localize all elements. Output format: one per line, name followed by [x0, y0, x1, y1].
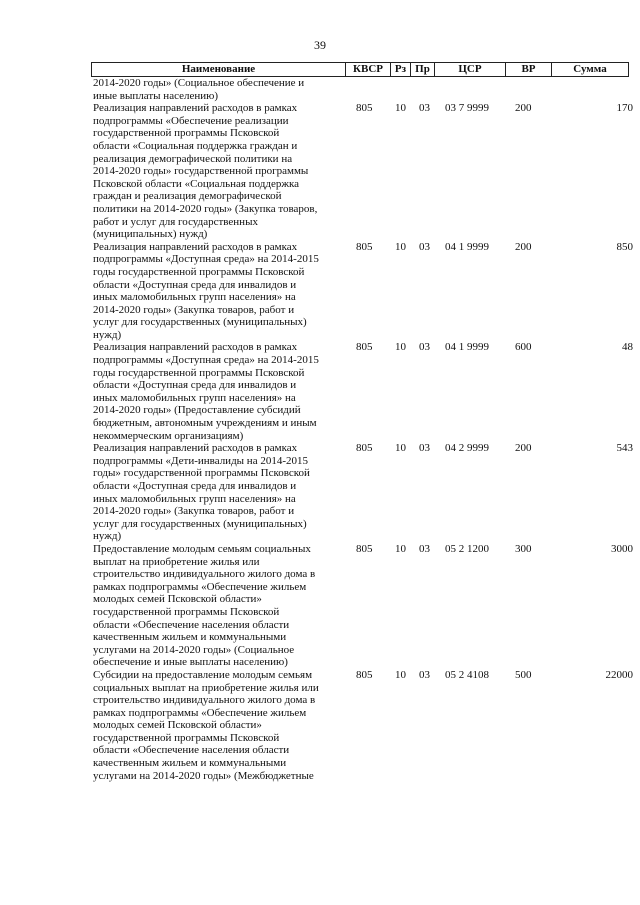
row-name: Предоставление молодым семьям социальных выплат на приобретение жилья или строительство индивидуального жилого дома в рамках подпрограммы «Обеспечение жильем молодых семей Псковской области» государственной программы Псковской области «Обеспечение населения области качественным жильем и коммунальными услугами на 2014-2020 годы» (Социальное обеспечение и иные выплаты населению)	[93, 542, 316, 669]
row-csr: 05 2 1200	[445, 542, 489, 555]
row-sum: 48	[622, 341, 633, 354]
row-kvsr: 805	[356, 668, 373, 681]
row-name: Реализация направлений расходов в рамках подпрограммы «Доступная среда» на 2014-2015 годы государственной программы Псковской области «Доступная среда для инвалидов и иных маломобильных групп населения» на 2014-2020 годы» (Предоставление субсидий бюджетным, автономным учреждениям и иным некоммерческим организациям)	[93, 341, 319, 442]
row-csr: 05 2 4108	[445, 668, 489, 681]
table-row	[93, 442, 633, 543]
row-csr: 04 2 9999	[445, 442, 489, 455]
row-pr: 03	[419, 102, 430, 115]
row-kvsr: 805	[356, 542, 373, 555]
row-vr: 200	[515, 102, 532, 115]
row-csr: 04 1 9999	[445, 240, 489, 253]
row-rz: 10	[395, 668, 406, 681]
row-sum: 22000	[605, 668, 633, 681]
row-csr: 03 7 9999	[445, 102, 489, 115]
row-sum: 170	[616, 102, 633, 115]
table-row	[93, 102, 633, 241]
row-pr: 03	[419, 240, 430, 253]
table-row	[93, 241, 633, 342]
table-row	[93, 341, 633, 442]
row-vr: 200	[515, 240, 532, 253]
row-kvsr: 805	[356, 341, 373, 354]
row-sum: 3000	[611, 542, 633, 555]
row-vr: 500	[515, 668, 532, 681]
row-vr: 200	[515, 442, 532, 455]
row-rz: 10	[395, 442, 406, 455]
column-header-vr: ВР	[505, 63, 551, 76]
row-rz: 10	[395, 240, 406, 253]
row-rz: 10	[395, 102, 406, 115]
row-kvsr: 805	[356, 102, 373, 115]
column-header-kvsr: КВСР	[345, 63, 390, 76]
row-pr: 03	[419, 442, 430, 455]
row-rz: 10	[395, 542, 406, 555]
column-header-csr: ЦСР	[434, 63, 505, 76]
row-pr: 03	[419, 542, 430, 555]
table-header	[91, 62, 629, 77]
row-sum: 850	[616, 240, 633, 253]
table-row	[93, 543, 633, 669]
row-pr: 03	[419, 668, 430, 681]
row-name: 2014-2020 годы» (Социальное обеспечение и иные выплаты населению)	[93, 77, 305, 102]
row-kvsr: 805	[356, 240, 373, 253]
row-vr: 300	[515, 542, 532, 555]
column-header-sum: Сумма	[551, 63, 628, 76]
row-name: Реализация направлений расходов в рамках подпрограммы «Доступная среда» на 2014-2015 годы государственной программы Псковской области «Доступная среда для инвалидов и иных маломобильных групп населения» на 2014-2020 годы» (Закупка товаров, работ и услуг для государственных (муниципальных) нужд)	[93, 240, 319, 341]
row-name: Реализация направлений расходов в рамках подпрограммы «Обеспечение реализации государственной программы Псковской области «Социальная поддержка граждан и реализация демографической политики на 2014-2020 годы» государственной программы Псковской области «Социальная поддержка граждан и реализация демографической политики на 2014-2020 годы» (Закупка товаров, работ и услуг для государственных (муниципальных) нужд)	[93, 102, 318, 241]
table-row	[93, 669, 633, 782]
row-csr: 04 1 9999	[445, 341, 489, 354]
row-rz: 10	[395, 341, 406, 354]
row-pr: 03	[419, 341, 430, 354]
table-row	[93, 77, 633, 102]
column-header-name: Наименование	[181, 63, 256, 75]
column-header-rz: Рз	[390, 63, 410, 76]
row-sum: 543	[616, 442, 633, 455]
column-header-pr: Пр	[410, 63, 434, 76]
row-vr: 600	[515, 341, 532, 354]
row-name: Субсидии на предоставление молодым семьям социальных выплат на приобретение жилья или строительство индивидуального жилого дома в рамках подпрограммы «Обеспечение жильем молодых семей Псковской области» государственной программы Псковской области «Обеспечение населения области качественным жильем и коммунальными услугами на 2014-2020 годы» (Межбюджетные	[93, 668, 319, 782]
page-number: 39	[314, 38, 326, 52]
row-kvsr: 805	[356, 442, 373, 455]
row-name: Реализация направлений расходов в рамках подпрограммы «Дети-инвалиды на 2014-2015 годы» государственной программы Псковской области «Доступная среда для инвалидов и иных маломобильных групп населения» на 2014-2020 годы» (Закупка товаров, работ и услуг для государственных (муниципальных) нужд)	[93, 442, 310, 543]
table-body	[93, 77, 633, 782]
